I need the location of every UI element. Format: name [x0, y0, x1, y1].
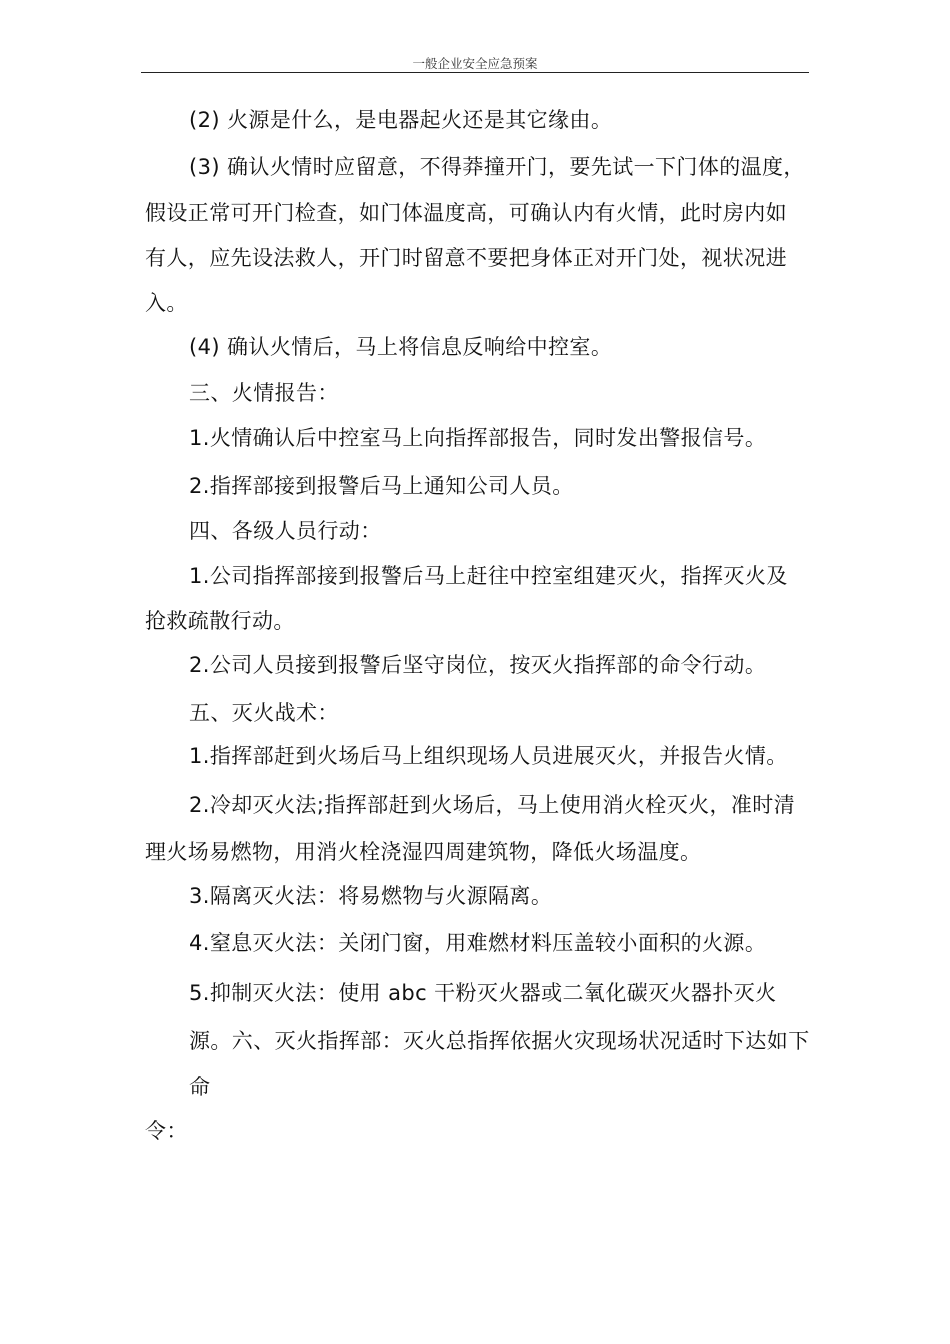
- paragraph-line: 源。六、灭火指挥部：灭火总指挥依据火灾现场状况适时下达如下: [189, 1029, 810, 1053]
- paragraph-line: (2) 火源是什么，是电器起火还是其它缘由。: [189, 108, 613, 132]
- paragraph-line: 理火场易燃物，用消火栓浇湿四周建筑物，降低火场温度。: [145, 840, 702, 864]
- paragraph-line: 1.火情确认后中控室马上向指挥部报告，同时发出警报信号。: [189, 426, 767, 450]
- paragraph-line: 抢救疏散行动。: [145, 609, 295, 633]
- paragraph-line: 2.公司人员接到报警后坚守岗位，按灭火指挥部的命令行动。: [189, 653, 767, 677]
- section-heading: 五、灭火战术：: [189, 701, 339, 725]
- paragraph-line: 2.指挥部接到报警后马上通知公司人员。: [189, 474, 574, 498]
- paragraph-line: 1.公司指挥部接到报警后马上赶往中控室组建灭火，指挥灭火及: [189, 564, 788, 588]
- paragraph-line: 2.冷却灭火法;指挥部赶到火场后，马上使用消火栓灭火，准时清: [189, 793, 796, 817]
- page-header: [141, 52, 809, 73]
- paragraph-line: (3) 确认火情时应留意，不得莽撞开门，要先试一下门体的温度，: [189, 155, 805, 179]
- paragraph-line: 假设正常可开门检查，如门体温度高，可确认内有火情，此时房内如: [145, 201, 787, 225]
- paragraph-line: 4.窒息灭火法：关闭门窗，用难燃材料压盖较小面积的火源。: [189, 931, 767, 955]
- paragraph-line: 5.抑制灭火法：使用 abc 干粉灭火器或二氧化碳灭火器扑灭火: [189, 981, 777, 1005]
- section-heading: 三、火情报告：: [189, 381, 339, 405]
- paragraph-line: (4) 确认火情后，马上将信息反响给中控室。: [189, 335, 613, 359]
- paragraph-line: 有人，应先设法救人，开门时留意不要把身体正对开门处，视状况进: [145, 246, 787, 270]
- paragraph-line: 1.指挥部赶到火场后马上组织现场人员进展灭火，并报告火情。: [189, 744, 788, 768]
- paragraph-line: 命: [189, 1075, 211, 1099]
- header-title: 一般企业安全应急预案: [412, 56, 538, 71]
- paragraph-line: 入。: [145, 291, 188, 315]
- paragraph-line: 令：: [145, 1119, 188, 1143]
- paragraph-line: 3.隔离灭火法：将易燃物与火源隔离。: [189, 884, 553, 908]
- section-heading: 四、各级人员行动：: [189, 519, 382, 543]
